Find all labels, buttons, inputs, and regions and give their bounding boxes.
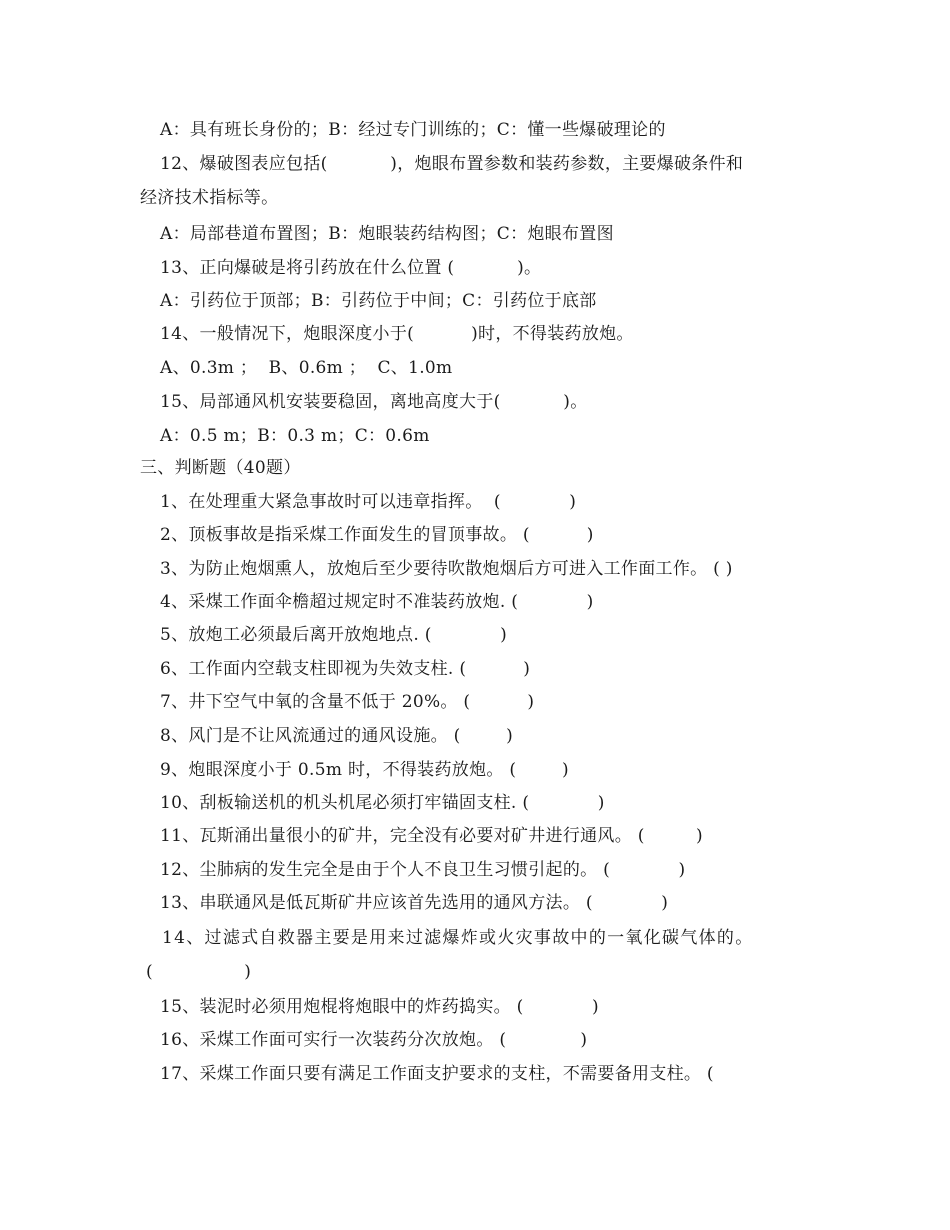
judgment-item-2: 2、顶板事故是指采煤工作面发生的冒顶事故。 ( ) xyxy=(160,525,594,545)
question-15: 15、局部通风机安装要稳固，离地高度大于( )。 xyxy=(160,392,588,412)
judgment-item-14-continuation: ( ) xyxy=(146,962,252,982)
judgment-item-12: 12、尘肺病的发生完全是由于个人不良卫生习惯引起的。 ( ) xyxy=(160,860,686,880)
question-12: 12、爆破图表应包括( )，炮眼布置参数和装药参数，主要爆破条件和 xyxy=(160,154,744,174)
option-line-q12: A：局部巷道布置图；B：炮眼装药结构图；C：炮眼布置图 xyxy=(160,224,614,244)
option-line-q14: A、0.3m ； B、0.6m ； C、1.0m xyxy=(160,358,453,378)
option-line-q11: A：具有班长身份的；B：经过专门训练的；C：懂一些爆破理论的 xyxy=(160,120,666,140)
judgment-item-3: 3、为防止炮烟熏人，放炮后至少要待吹散炮烟后方可进入工作面工作。 ( ) xyxy=(160,559,733,579)
judgment-item-15: 15、装泥时必须用炮棍将炮眼中的炸药捣实。 ( ) xyxy=(160,997,599,1017)
judgment-item-8: 8、风门是不让风流通过的通风设施。 ( ) xyxy=(160,726,514,746)
judgment-item-14: 14、过滤式自救器主要是用来过滤爆炸或火灾事故中的一氧化碳气体的。 xyxy=(162,928,754,948)
judgment-item-11: 11、瓦斯涌出量很小的矿井，完全没有必要对矿井进行通风。 ( ) xyxy=(160,826,703,846)
option-line-q13: A：引药位于顶部；B：引药位于中间；C：引药位于底部 xyxy=(160,291,597,311)
judgment-item-9: 9、炮眼深度小于 0.5m 时，不得装药放炮。 ( ) xyxy=(160,760,569,780)
judgment-item-13: 13、串联通风是低瓦斯矿井应该首先选用的通风方法。 ( ) xyxy=(160,893,669,913)
judgment-item-7: 7、井下空气中氧的含量不低于 20%。 ( ) xyxy=(160,692,535,712)
option-line-q15: A：0.5 m；B：0.3 m；C：0.6m xyxy=(160,426,430,446)
question-12-continuation: 经济技术指标等。 xyxy=(140,188,279,208)
judgment-item-4: 4、采煤工作面伞檐超过规定时不准装药放炮. ( ) xyxy=(160,592,594,612)
judgment-item-10: 10、刮板输送机的机头机尾必须打牢锚固支柱. ( ) xyxy=(160,793,605,813)
section-heading-judgment: 三、判断题（40题） xyxy=(140,458,301,478)
question-14: 14、一般情况下，炮眼深度小于( )时，不得装药放炮。 xyxy=(160,324,634,344)
judgment-item-17: 17、采煤工作面只要有满足工作面支护要求的支柱，不需要备用支柱。 ( xyxy=(160,1064,714,1084)
judgment-item-5: 5、放炮工必须最后离开放炮地点. ( ) xyxy=(160,625,508,645)
judgment-item-1: 1、在处理重大紧急事故时可以违章指挥。 ( ) xyxy=(160,492,577,512)
judgment-item-6: 6、工作面内空载支柱即视为失效支柱. ( ) xyxy=(160,659,531,679)
judgment-item-16: 16、采煤工作面可实行一次装药分次放炮。 ( ) xyxy=(160,1030,588,1050)
question-13: 13、正向爆破是将引药放在什么位置 ( )。 xyxy=(160,258,542,278)
